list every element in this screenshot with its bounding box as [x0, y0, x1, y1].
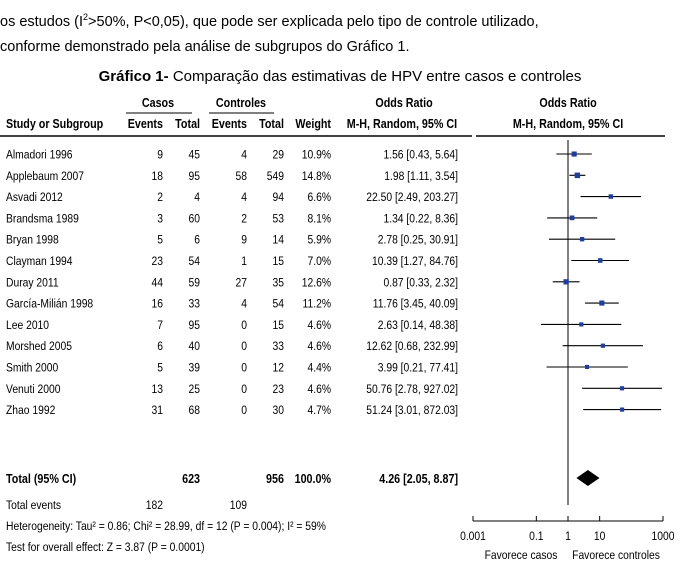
total-label: Total (95% CI) [6, 472, 77, 487]
ci-text-cell: 22.50 [2.49, 203.27] [366, 191, 459, 205]
study-name: García-Milián 1998 [6, 297, 94, 311]
control-events-cell: 27 [235, 276, 247, 290]
case-events-cell: 7 [157, 319, 163, 333]
case-total-sum: 623 [182, 472, 201, 487]
heterogeneity-stat: Heterogeneity: Tau² = 0.86; Chi² = 28.99, df = 12 (P = 0.004); I² = 59% [6, 520, 326, 534]
weight-cell: 8.1% [307, 212, 332, 226]
weight-cell: 4.7% [307, 404, 332, 418]
case-events-cell: 23 [151, 255, 163, 269]
case-total-cell: 39 [188, 361, 201, 375]
control-events-cell: 0 [241, 383, 247, 397]
control-total-cell: 33 [272, 340, 284, 354]
control-events-cell: 0 [241, 340, 247, 354]
weight-cell: 5.9% [307, 234, 332, 247]
study-name: Smith 2000 [6, 361, 59, 375]
ci-text-cell: 10.39 [1.27, 84.76] [371, 255, 459, 269]
control-events-cell: 9 [241, 234, 247, 247]
control-events-cell: 1 [241, 255, 247, 269]
control-total-cell: 53 [272, 212, 284, 226]
ci-text-cell: 2.63 [0.14, 48.38] [377, 319, 459, 333]
case-events-cell: 3 [157, 212, 163, 226]
point-estimate-marker [601, 344, 605, 348]
study-name: Asvadi 2012 [6, 191, 63, 205]
weight-cell: 6.6% [307, 191, 332, 205]
point-estimate-marker [575, 173, 581, 179]
study-name: Applebaum 2007 [6, 170, 85, 184]
total-control-events: 109 [229, 499, 247, 513]
weight-cell: 7.0% [307, 255, 332, 269]
weight-cell: 10.9% [301, 148, 332, 162]
control-total-sum: 956 [266, 472, 284, 487]
ci-text-cell: 51.24 [3.01, 872.03] [366, 404, 459, 418]
pooled-estimate-diamond [576, 470, 599, 486]
case-events-cell: 5 [157, 361, 163, 375]
ci-text-cell: 12.62 [0.68, 232.99] [366, 340, 459, 354]
total-ci-text: 4.26 [2.05, 8.87] [379, 472, 459, 487]
case-events-cell: 13 [151, 383, 163, 397]
weight-header: Weight [295, 117, 332, 132]
case-events-cell: 31 [151, 404, 163, 418]
point-estimate-marker [564, 279, 569, 284]
control-total-cell: 29 [272, 148, 284, 162]
odds-ratio-col-header: Odds Ratio [375, 96, 433, 111]
case-total-cell: 33 [188, 297, 201, 311]
control-total-cell: 30 [272, 404, 284, 418]
x-axis-tick-label: 0.1 [529, 530, 544, 544]
weight-cell: 4.4% [307, 361, 332, 375]
ci-text-cell: 50.76 [2.78, 927.02] [366, 383, 459, 397]
weight-cell: 4.6% [307, 340, 332, 354]
control-events-cell: 4 [241, 148, 247, 162]
case-total-cell: 60 [188, 212, 201, 226]
case-events-cell: 5 [157, 234, 163, 247]
control-events-cell: 2 [241, 212, 247, 226]
case-events-header: Events [127, 117, 163, 132]
cases-header: Casos [141, 96, 175, 111]
control-total-cell: 15 [272, 255, 284, 269]
case-total-cell: 6 [194, 234, 201, 247]
case-total-cell: 4 [194, 191, 201, 205]
case-total-cell: 95 [188, 319, 201, 333]
total-case-events: 182 [145, 499, 163, 513]
point-estimate-marker [620, 386, 624, 390]
control-events-cell: 4 [241, 297, 247, 311]
ci-text-cell: 3.99 [0.21, 77.41] [377, 361, 459, 375]
case-events-cell: 18 [151, 170, 163, 184]
point-estimate-marker [572, 152, 577, 157]
study-name: Morshed 2005 [6, 340, 72, 354]
control-total-header: Total [259, 117, 284, 132]
ci-plot-header: M-H, Random, 95% CI [512, 117, 624, 132]
study-name: Duray 2011 [6, 276, 59, 290]
figure-caption-label: Gráfico 1- [98, 68, 169, 85]
ci-col-header: M-H, Random, 95% CI [346, 117, 458, 132]
control-total-cell: 23 [272, 383, 284, 397]
point-estimate-marker [620, 408, 624, 412]
point-estimate-marker [570, 216, 575, 221]
control-total-cell: 35 [272, 276, 284, 290]
ci-text-cell: 2.78 [0.25, 30.91] [377, 234, 459, 247]
case-total-cell: 25 [188, 383, 201, 397]
ci-text-cell: 0.87 [0.33, 2.32] [383, 276, 459, 290]
case-events-cell: 44 [151, 276, 163, 290]
weight-cell: 12.6% [301, 276, 332, 290]
figure-caption-text: Comparação das estimativas de HPV entre casos e controles [168, 68, 582, 85]
x-axis-tick-label: 1 [565, 530, 571, 544]
weight-cell: 4.6% [307, 383, 332, 397]
case-events-cell: 6 [157, 340, 163, 354]
case-events-cell: 2 [157, 191, 163, 205]
study-name: Clayman 1994 [6, 255, 73, 269]
study-header: Study or Subgroup [6, 117, 104, 132]
case-total-cell: 40 [188, 340, 201, 354]
control-events-cell: 4 [241, 191, 247, 205]
control-total-cell: 15 [272, 319, 284, 333]
case-total-cell: 95 [188, 170, 201, 184]
control-events-cell: 58 [235, 170, 247, 184]
total-events-label: Total events [6, 499, 62, 513]
ci-text-cell: 1.34 [0.22, 8.36] [383, 212, 459, 226]
paragraph-line-2: conforme demonstrado pela análise de subgrupos do Gráfico 1. [0, 39, 410, 55]
weight-cell: 14.8% [301, 170, 332, 184]
point-estimate-marker [580, 237, 584, 241]
control-total-cell: 12 [272, 361, 284, 375]
case-total-cell: 45 [188, 148, 201, 162]
control-total-cell: 54 [272, 297, 284, 311]
control-total-cell: 549 [266, 170, 284, 184]
study-name: Venuti 2000 [6, 383, 61, 397]
case-total-cell: 68 [188, 404, 201, 418]
x-axis-tick-label: 0.001 [460, 530, 486, 544]
x-axis-tick-label: 1000 [651, 530, 675, 544]
favours-left-label: Favorece casos [484, 549, 558, 563]
study-name: Lee 2010 [6, 319, 50, 333]
ci-text-cell: 1.56 [0.43, 5.64] [383, 148, 459, 162]
point-estimate-marker [609, 194, 614, 199]
study-name: Brandsma 1989 [6, 212, 79, 226]
odds-ratio-plot-header: Odds Ratio [539, 96, 597, 111]
control-total-cell: 14 [272, 234, 284, 247]
point-estimate-marker [585, 365, 589, 369]
control-events-cell: 0 [241, 404, 247, 418]
case-total-cell: 54 [188, 255, 201, 269]
case-events-cell: 9 [157, 148, 163, 162]
total-weight: 100.0% [294, 472, 332, 487]
case-events-cell: 16 [151, 297, 163, 311]
overall-effect-stat: Test for overall effect: Z = 3.87 (P = 0.0001) [6, 541, 205, 555]
paragraph-line-1-end: >50%, P<0,05), que pode ser explicada pelo tipo de controle utilizado, [88, 13, 539, 30]
control-total-cell: 94 [272, 191, 284, 205]
case-total-header: Total [175, 117, 201, 132]
weight-cell: 4.6% [307, 319, 332, 333]
paragraph-superscript: 2 [83, 12, 89, 22]
ci-text-cell: 11.76 [3.45, 40.09] [372, 297, 459, 311]
study-name: Almadori 1996 [6, 148, 73, 162]
x-axis-tick-label: 10 [593, 530, 606, 544]
point-estimate-marker [599, 301, 604, 306]
ci-text-cell: 1.98 [1.11, 3.54] [384, 170, 459, 184]
study-name: Zhao 1992 [6, 404, 56, 418]
case-total-cell: 59 [188, 276, 201, 290]
paragraph-line-1-start: os estudos (I [0, 13, 84, 30]
study-name: Bryan 1998 [6, 234, 59, 247]
weight-cell: 11.2% [302, 297, 332, 311]
controls-header: Controles [215, 96, 267, 111]
point-estimate-marker [598, 258, 603, 263]
control-events-cell: 0 [241, 319, 247, 333]
favours-right-label: Favorece controles [572, 549, 660, 563]
point-estimate-marker [579, 322, 583, 326]
control-events-cell: 0 [241, 361, 247, 375]
control-events-header: Events [211, 117, 247, 132]
